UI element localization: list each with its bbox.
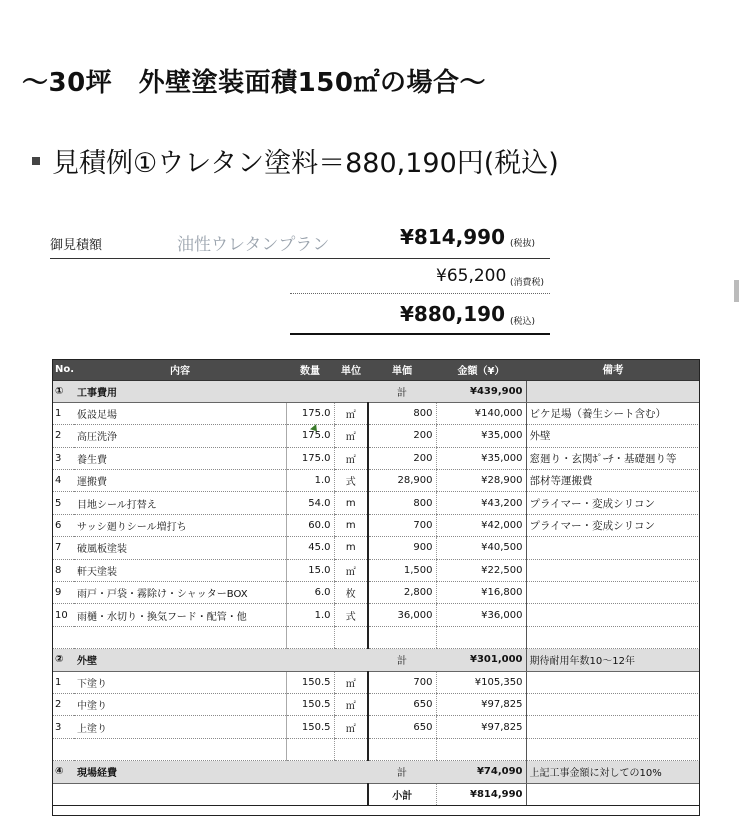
cell-name: [74, 626, 286, 648]
cell-qty: 175.0: [286, 425, 334, 447]
section-note: 期待耐用年数10〜12年: [526, 649, 700, 671]
cell-qty: 175.0: [286, 402, 334, 424]
cell-no: 9: [52, 582, 74, 604]
table-row: [52, 470, 700, 492]
cell-amount: ¥105,350: [436, 671, 526, 693]
cell-amount: ¥16,800: [436, 582, 526, 604]
cell-price: 800: [368, 492, 436, 514]
summary-total: ¥880,190: [400, 302, 506, 326]
cell-name: 雨樋・水切り・換気フード・配管・他: [74, 604, 286, 626]
cell-amount: ¥35,000: [436, 425, 526, 447]
cell-amount: ¥97,825: [436, 716, 526, 738]
cell-qty: [286, 738, 334, 760]
bullet-icon: [32, 157, 40, 165]
table-row: [52, 693, 700, 715]
table-row-blank: [52, 738, 700, 760]
cell-unit: ㎡: [334, 559, 368, 581]
cell-unit: m: [334, 537, 368, 559]
section-title: 外壁: [74, 649, 286, 671]
cell-amount: ¥22,500: [436, 559, 526, 581]
cell-no: 3: [52, 447, 74, 469]
cell-note: [526, 738, 700, 760]
cell-amount: ¥42,000: [436, 514, 526, 536]
cell-amount: ¥28,900: [436, 470, 526, 492]
cell-name: 破風板塗装: [74, 537, 286, 559]
cell-amount: ¥35,000: [436, 447, 526, 469]
cell-name: 下塗り: [74, 671, 286, 693]
estimate-sheet: [22, 212, 712, 832]
header-note: 備考: [526, 359, 700, 380]
cell-qty: 15.0: [286, 559, 334, 581]
cell-qty: 60.0: [286, 514, 334, 536]
cell-note: [526, 671, 700, 693]
cell-no: 1: [52, 402, 74, 424]
summary-subtotal-note: (税抜): [510, 239, 536, 249]
cell-unit: ㎡: [334, 425, 368, 447]
cell-unit: [334, 649, 368, 671]
summary-rule-3: [290, 333, 550, 335]
table-row: [52, 537, 700, 559]
cell-qty: [286, 783, 334, 805]
cell-name: 仮設足場: [74, 402, 286, 424]
section-no: ①: [52, 380, 74, 402]
header-qty: 数量: [286, 359, 334, 380]
scroll-indicator: [734, 280, 739, 302]
table-row: [52, 402, 700, 424]
section-note: 上記工事金額に対しての10%: [526, 761, 700, 783]
cell-no: [52, 783, 74, 805]
estimate-summary: [22, 212, 712, 352]
table-row: [52, 582, 700, 604]
cell-note: プライマー・変成シリコン: [526, 492, 700, 514]
cell-note: [526, 537, 700, 559]
cell-price: [368, 738, 436, 760]
cell-note: 部材等運搬費: [526, 470, 700, 492]
cell-qty: [286, 649, 334, 671]
cell-qty: 54.0: [286, 492, 334, 514]
cell-price: 28,900: [368, 470, 436, 492]
cell-qty: 1.0: [286, 470, 334, 492]
cell-amount: ¥97,825: [436, 693, 526, 715]
cell-amount: [436, 626, 526, 648]
subheading-text: 見積例①ウレタン塗料＝880,190円(税込): [52, 148, 559, 179]
cell-note: [526, 604, 700, 626]
cell-qty: [286, 761, 334, 783]
section-row: [52, 380, 700, 402]
section-kei: 計: [368, 649, 436, 671]
cell-qty: 150.5: [286, 671, 334, 693]
summary-tax: ¥65,200: [436, 266, 507, 286]
summary-tax-note: (消費税): [510, 278, 545, 288]
cell-amount: [436, 738, 526, 760]
summary-plan-name: 油性ウレタンプラン: [177, 235, 330, 255]
cell-note: [526, 693, 700, 715]
cell-name: 中塗り: [74, 693, 286, 715]
cell-price: 200: [368, 425, 436, 447]
section-row: [52, 761, 700, 783]
cell-unit: [334, 738, 368, 760]
cell-unit: 枚: [334, 582, 368, 604]
cell-price: 900: [368, 537, 436, 559]
cell-unit: m: [334, 492, 368, 514]
cell-note: [526, 783, 700, 805]
cell-unit: ㎡: [334, 716, 368, 738]
cell-no: 5: [52, 492, 74, 514]
cell-price: 700: [368, 514, 436, 536]
cell-amount: ¥36,000: [436, 604, 526, 626]
summary-rule-2: [290, 293, 550, 294]
cell-qty: [286, 380, 334, 402]
cell-note: ビケ足場（養生シート含む）: [526, 402, 700, 424]
cell-no: 7: [52, 537, 74, 559]
cell-unit: [334, 761, 368, 783]
section-amount: ¥301,000: [436, 649, 526, 671]
cell-note: [526, 626, 700, 648]
section-no: ④: [52, 761, 74, 783]
cell-name: 目地シール打替え: [74, 492, 286, 514]
cell-amount: ¥40,500: [436, 537, 526, 559]
cell-unit: [334, 380, 368, 402]
cell-unit: [334, 783, 368, 805]
cell-name: 高圧洗浄: [74, 425, 286, 447]
cell-no: [52, 738, 74, 760]
cell-qty: 150.5: [286, 693, 334, 715]
table-row: [52, 559, 700, 581]
subtotal-label: 小計: [368, 783, 436, 805]
section-amount: ¥74,090: [436, 761, 526, 783]
cell-name: 上塗り: [74, 716, 286, 738]
cell-price: [368, 626, 436, 648]
section-no: ②: [52, 649, 74, 671]
cell-name: [74, 783, 286, 805]
table-row: [52, 447, 700, 469]
table-row: [52, 604, 700, 626]
section-kei: 計: [368, 761, 436, 783]
header-unit: 単位: [334, 359, 368, 380]
cell-amount: ¥43,200: [436, 492, 526, 514]
cell-unit: m: [334, 514, 368, 536]
table-row: [52, 492, 700, 514]
header-price: 単価: [368, 359, 436, 380]
section-note: [526, 380, 700, 402]
cell-price: 650: [368, 693, 436, 715]
section-title: 工事費用: [74, 380, 286, 402]
table-row: [52, 671, 700, 693]
cell-name: 雨戸・戸袋・霧除け・シャッターBOX: [74, 582, 286, 604]
header-name: 内容: [74, 359, 286, 380]
cell-price: 1,500: [368, 559, 436, 581]
cell-name: [74, 738, 286, 760]
cell-unit: [334, 626, 368, 648]
cell-price: 700: [368, 671, 436, 693]
cell-qty: [286, 626, 334, 648]
subtotal-amount: ¥814,990: [436, 783, 526, 805]
cell-note: [526, 716, 700, 738]
section-row: [52, 649, 700, 671]
estimate-table: [52, 359, 700, 806]
summary-total-note: (税込): [510, 317, 536, 327]
cell-unit: 式: [334, 604, 368, 626]
summary-rule-1: [50, 258, 550, 259]
cell-note: [526, 582, 700, 604]
header-amount: 金額（¥）: [436, 359, 526, 380]
cell-qty: 1.0: [286, 604, 334, 626]
cell-price: 650: [368, 716, 436, 738]
cell-price: 36,000: [368, 604, 436, 626]
summary-subtotal: ¥814,990: [400, 225, 506, 249]
cell-name: 養生費: [74, 447, 286, 469]
table-body: [52, 380, 700, 805]
cell-no: 3: [52, 716, 74, 738]
table-row-blank: [52, 626, 700, 648]
header-no: No.: [52, 359, 74, 380]
cell-unit: ㎡: [334, 402, 368, 424]
cell-no: 1: [52, 671, 74, 693]
page-heading: 〜30坪 外壁塗装面積150㎡の場合〜: [22, 68, 486, 98]
cell-no: 8: [52, 559, 74, 581]
table-row: [52, 514, 700, 536]
cell-name: 軒天塗装: [74, 559, 286, 581]
cell-note: プライマー・変成シリコン: [526, 514, 700, 536]
summary-label: 御見積額: [50, 238, 103, 253]
cell-unit: ㎡: [334, 693, 368, 715]
table-row: [52, 716, 700, 738]
table-row: [52, 425, 700, 447]
cell-note: 外壁: [526, 425, 700, 447]
cell-no: [52, 626, 74, 648]
subtotal-row: [52, 783, 700, 805]
cell-name: 運搬費: [74, 470, 286, 492]
cell-qty: 45.0: [286, 537, 334, 559]
section-amount: ¥439,900: [436, 380, 526, 402]
section-kei: 計: [368, 380, 436, 402]
cell-no: 10: [52, 604, 74, 626]
cell-qty: 150.5: [286, 716, 334, 738]
cell-unit: 式: [334, 470, 368, 492]
cell-unit: ㎡: [334, 447, 368, 469]
cell-qty: 175.0: [286, 447, 334, 469]
cell-amount: ¥140,000: [436, 402, 526, 424]
cell-qty: 6.0: [286, 582, 334, 604]
cell-price: 2,800: [368, 582, 436, 604]
cell-no: 4: [52, 470, 74, 492]
cell-no: 2: [52, 425, 74, 447]
cell-price: 200: [368, 447, 436, 469]
cell-name: サッシ廻りシール増打ち: [74, 514, 286, 536]
section-title: 現場経費: [74, 761, 286, 783]
estimate-subheading: [32, 141, 559, 180]
cell-price: 800: [368, 402, 436, 424]
cell-note: 窓廻り・玄関ﾎﾟｰﾁ・基礎廻り等: [526, 447, 700, 469]
cell-no: 6: [52, 514, 74, 536]
table-header-row: [52, 359, 700, 380]
cell-no: 2: [52, 693, 74, 715]
cell-note: [526, 559, 700, 581]
cell-unit: ㎡: [334, 671, 368, 693]
